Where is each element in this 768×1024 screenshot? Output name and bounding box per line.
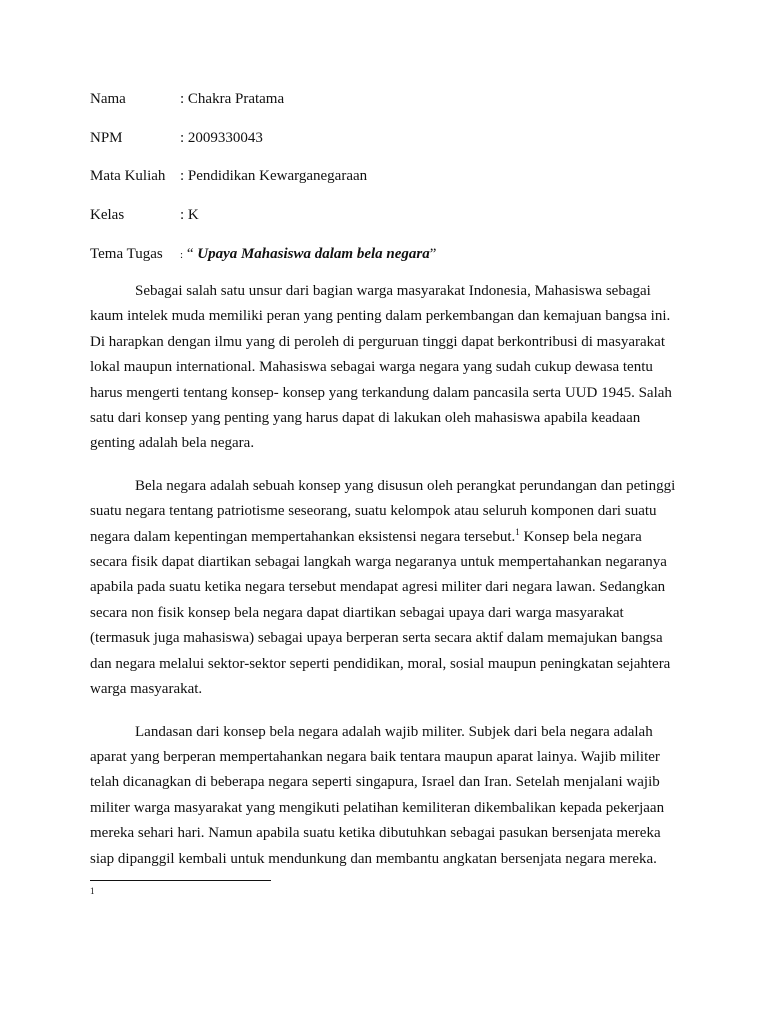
course-value: : Pendidikan Kewarganegaraan bbox=[180, 168, 368, 184]
theme-label: Tema Tugas bbox=[90, 246, 163, 262]
field-npm bbox=[90, 127, 263, 149]
footnote-separator bbox=[90, 880, 271, 881]
theme-value bbox=[180, 243, 436, 266]
paragraph-2-part-b: Konsep bela negara secara fisik dapat diartikan sebagai langkah warga negaranya untuk mempertahankan negaranya apabila pada suatu ketika negara tersebut mendapat agresi militer dari negara lawan. Sedangkan secara non fisik konsep bela negara dapat diartikan sebagai upaya dari warga masyarakat (termasuk juga mahasiswa) sebagai upaya berperan serta secara aktif dalam memajukan bangsa dan negara melalui sektor-sektor seperti pendidikan, moral, sosial maupun peningkatan sejahtera warga masyarakat. bbox=[90, 528, 671, 698]
theme-close-quote: ” bbox=[429, 246, 437, 262]
course-label: Mata Kuliah bbox=[90, 168, 166, 184]
name-value: : Chakra Pratama bbox=[180, 91, 285, 107]
field-theme bbox=[90, 243, 436, 265]
paragraph-3: Landasan dari konsep bela negara adalah wajib militer. Subjek dari bela negara adalah aparat yang berperan mempertahankan negara baik tentara maupun aparat lainya. Wajib militer telah dicanagkan di beberapa negara seperti singapura, Israel dan Iran. Setelah menjalani wajib militer warga masyarakat yang mengikuti pelatihan kemiliteran dikembalikan kepada pekerjaan mereka sehari hari. Namun apabila suatu ketika dibutuhkan sebagai pasukan bersenjata mereka siap dipanggil kembali untuk mendunkung dan membantu angkatan bersenjata negara mereka. bbox=[90, 723, 665, 867]
theme-open-quote: “ bbox=[183, 246, 198, 262]
paragraph-2-part-a: Bela negara adalah sebuah konsep yang disusun oleh perangkat perundangan dan petinggi suatu negara tentang patriotisme seseorang, suatu kelompok atau seluruh komponen dari suatu negara dalam kepentingan mempertahankan eksistensi negara tersebut. bbox=[90, 477, 676, 545]
theme-colon: : bbox=[180, 249, 184, 261]
class-label: Kelas bbox=[90, 207, 125, 223]
footnote-reference: 1 bbox=[515, 526, 520, 537]
body-text bbox=[90, 279, 680, 889]
name-label: Nama bbox=[90, 91, 126, 107]
npm-label: NPM bbox=[90, 130, 123, 146]
class-value: : K bbox=[180, 207, 199, 223]
theme-title: Upaya Mahasiswa dalam bela negara bbox=[197, 246, 430, 262]
field-course bbox=[90, 165, 367, 187]
field-class bbox=[90, 204, 199, 226]
paragraph-1: Sebagai salah satu unsur dari bagian warga masyarakat Indonesia, Mahasiswa sebagai kaum intelek muda memiliki peran yang penting dalam perkembangan dan kemajuan bangsa ini. Di harapkan dengan ilmu yang di peroleh di perguruan tinggi dapat berkontribusi di masyarakat lokal maupun international. Mahasiswa sebagai warga negara yang sudah cukup dewasa tentu harus mengerti tentang konsep- konsep yang terkandung dalam pancasila serta UUD 1945. Salah satu dari konsep yang penting yang harus dapat di lakukan oleh mahasiswa apabila keadaan genting adalah bela negara. bbox=[90, 283, 672, 452]
field-name bbox=[90, 88, 284, 110]
npm-value: : 2009330043 bbox=[180, 130, 263, 146]
footnote-mark: 1 bbox=[90, 886, 95, 896]
paragraph-2 bbox=[90, 474, 680, 703]
